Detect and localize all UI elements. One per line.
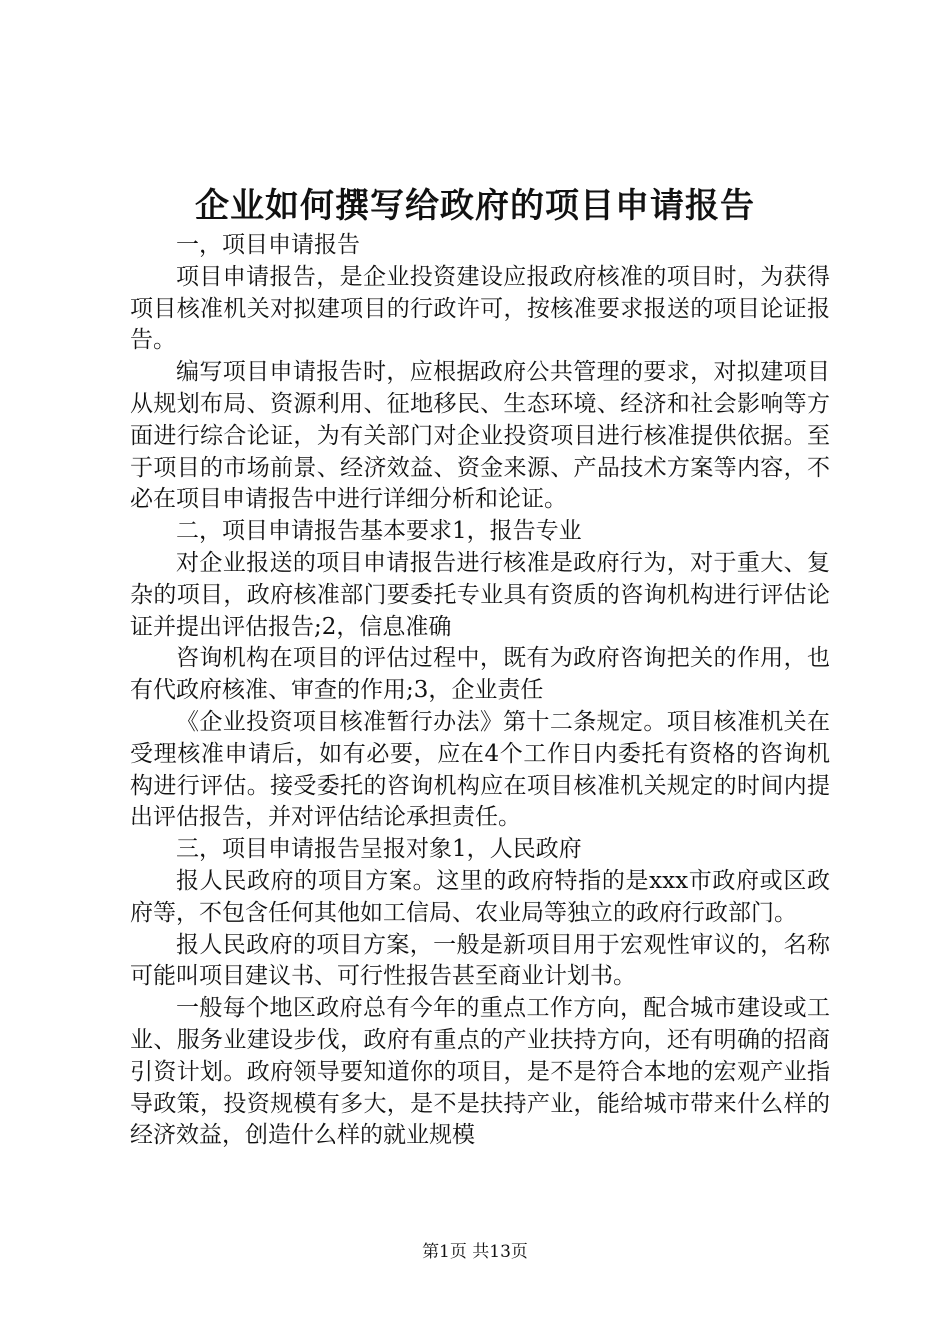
paragraph: 报人民政府的项目方案。这里的政府特指的是xxx市政府或区政府等，不包含任何其他如工信局、农业局等独立的政府行政部门。 — [130, 867, 830, 926]
paragraph: 《企业投资项目核准暂行办法》第十二条规定。项目核准机关在受理核准申请后，如有必要，应在4个工作日内委托有资格的咨询机构进行评估。接受委托的咨询机构应在项目核准机关规定的时间内提出评估报告，并对评估结论承担责任。 — [130, 708, 830, 831]
section-heading-2: 二，项目申请报告基本要求1，报告专业 — [176, 518, 582, 545]
paragraph: 项目申请报告，是企业投资建设应报政府核准的项目时，为获得项目核准机关对拟建项目的行政许可，按核准要求报送的项目论证报告。 — [130, 263, 830, 354]
section-heading-1: 一，项目申请报告 — [176, 232, 360, 258]
paragraph: 咨询机构在项目的评估过程中，既有为政府咨询把关的作用，也有代政府核准、审查的作用;3，企业责任 — [130, 645, 830, 704]
page-number-footer: 第1页 共13页 — [422, 1242, 528, 1262]
section-heading-3: 三，项目申请报告呈报对象1，人民政府 — [176, 836, 582, 863]
paragraph: 报人民政府的项目方案，一般是新项目用于宏观性审议的，名称可能叫项目建议书、可行性报告甚至商业计划书。 — [130, 931, 830, 990]
document-title: 企业如何撰写给政府的项目申请报告 — [195, 186, 755, 226]
document-body — [130, 230, 830, 1152]
paragraph: 一般每个地区政府总有今年的重点工作方向，配合城市建设或工业、服务业建设步伐，政府有重点的产业扶持方向，还有明确的招商引资计划。政府领导要知道你的项目，是不是符合本地的宏观产业指导政策，投资规模有多大，是不是扶持产业，能给城市带来什么样的经济效益，创造什么样的就业规模 — [130, 995, 830, 1149]
paragraph: 对企业报送的项目申请报告进行核准是政府行为，对于重大、复杂的项目，政府核准部门要委托专业具有资质的咨询机构进行评估论证并提出评估报告;2，信息准确 — [130, 549, 830, 640]
paragraph: 编写项目申请报告时，应根据政府公共管理的要求，对拟建项目从规划布局、资源利用、征地移民、生态环境、经济和社会影响等方面进行综合论证，为有关部门对企业投资项目进行核准提供依据。至于项目的市场前景、经济效益、资金来源、产品技术方案等内容，不必在项目申请报告中进行详细分析和论证。 — [130, 359, 830, 513]
